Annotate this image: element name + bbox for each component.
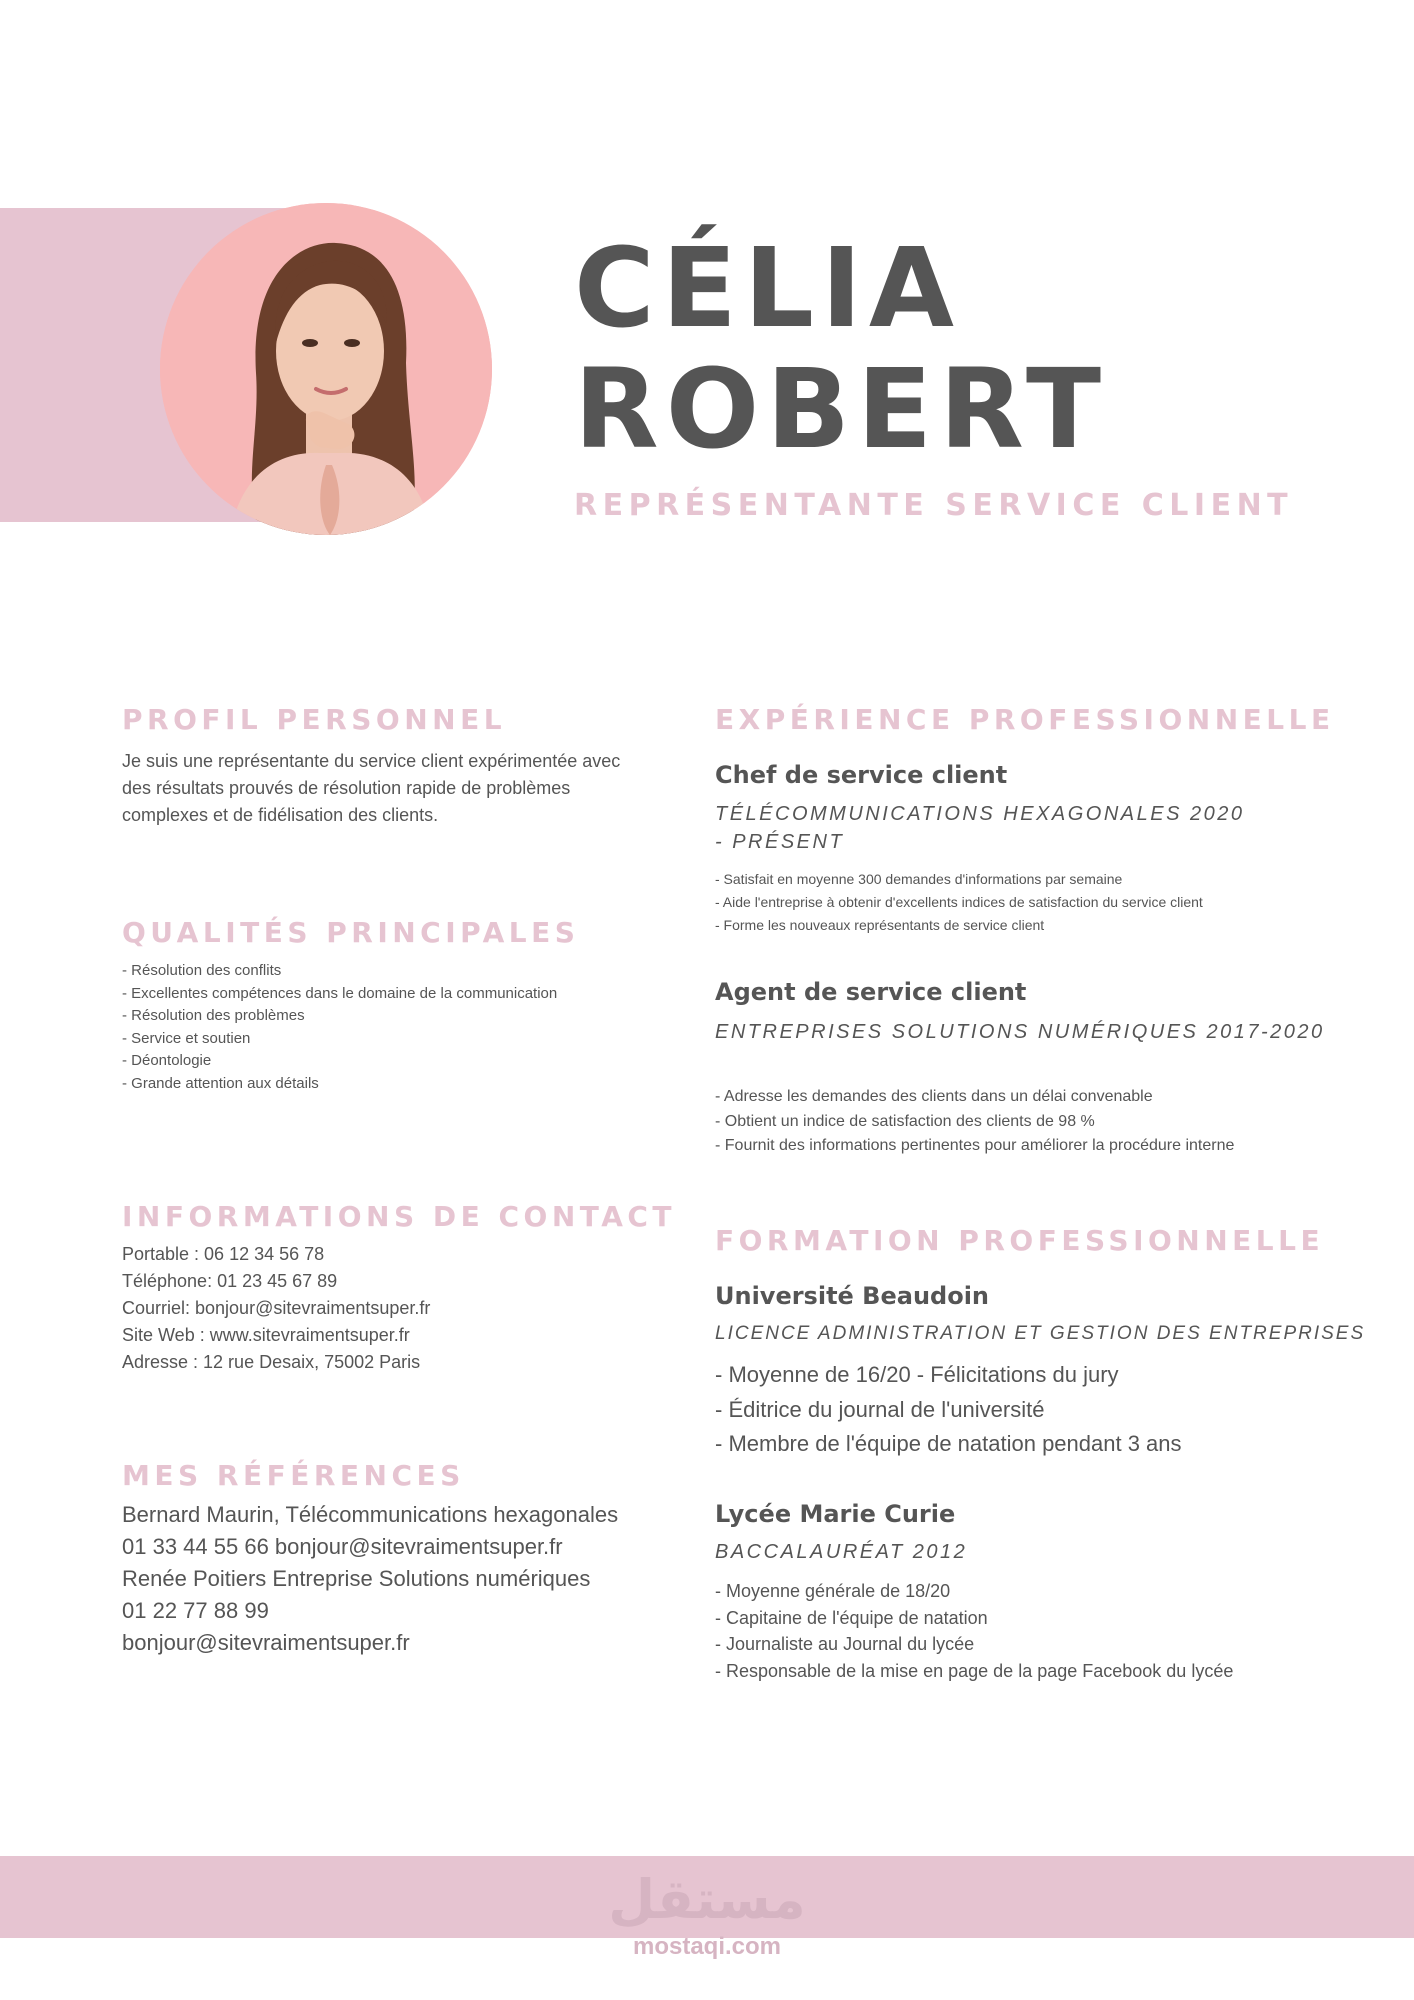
school-details-2 bbox=[715, 1578, 1233, 1684]
contact-list bbox=[122, 1241, 430, 1376]
qualities-heading: QUALITÉS PRINCIPALES bbox=[122, 916, 580, 949]
list-item: - Fournit des informations pertinentes pour améliorer la procédure interne bbox=[715, 1137, 1235, 1154]
profile-heading: PROFIL PERSONNEL bbox=[122, 703, 507, 736]
list-item: - Membre de l'équipe de natation pendant 3 ans bbox=[715, 1431, 1182, 1456]
school-details-1 bbox=[715, 1358, 1182, 1462]
contact-mobile: Portable : 06 12 34 56 78 bbox=[122, 1244, 325, 1264]
watermark-arabic: مستقل bbox=[608, 1868, 806, 1931]
portrait-illustration bbox=[160, 203, 492, 535]
list-item: - Résolution des conflits bbox=[122, 962, 282, 979]
first-name: CÉLIA bbox=[574, 224, 962, 352]
job-duties-1 bbox=[715, 868, 1203, 937]
list-item: - Capitaine de l'équipe de natation bbox=[715, 1607, 988, 1628]
experience-heading: EXPÉRIENCE PROFESSIONNELLE bbox=[715, 703, 1335, 736]
watermark-latin: mostaqi.com bbox=[632, 1933, 782, 1960]
job-company-1: TÉLÉCOMMUNICATIONS HEXAGONALES 2020 - PRÉSENT bbox=[715, 803, 1245, 853]
reference-line: Renée Poitiers Entreprise Solutions numériques bbox=[122, 1566, 591, 1591]
school-degree-1: LICENCE ADMINISTRATION ET GESTION DES ENTREPRISES bbox=[715, 1323, 1366, 1344]
list-item: - Forme les nouveaux représentants de service client bbox=[715, 917, 1045, 933]
list-item: - Excellentes compétences dans le domaine de la communication bbox=[122, 984, 558, 1002]
list-item: - Grande attention aux détails bbox=[122, 1074, 319, 1092]
contact-address: Adresse : 12 rue Desaix, 75002 Paris bbox=[122, 1352, 421, 1372]
education-heading: FORMATION PROFESSIONNELLE bbox=[715, 1224, 1325, 1257]
reference-line: 01 22 77 88 99 bbox=[122, 1598, 269, 1623]
job-title-1: Chef de service client bbox=[715, 761, 1008, 789]
contact-heading: INFORMATIONS DE CONTACT bbox=[122, 1200, 677, 1233]
list-item: - Résolution des problèmes bbox=[122, 1007, 305, 1025]
list-item: - Moyenne générale de 18/20 bbox=[715, 1581, 951, 1601]
job-company-2: ENTREPRISES SOLUTIONS NUMÉRIQUES 2017-2020 bbox=[715, 1021, 1325, 1043]
school-name-1: Université Beaudoin bbox=[715, 1282, 990, 1310]
contact-email: Courriel: bonjour@sitevraimentsuper.fr bbox=[122, 1298, 431, 1318]
reference-line: 01 33 44 55 66 bonjour@sitevraimentsuper.fr bbox=[122, 1534, 563, 1559]
profile-photo bbox=[160, 203, 492, 535]
references-heading: MES RÉFÉRENCES bbox=[122, 1459, 465, 1492]
list-item: - Aide l'entreprise à obtenir d'excellents indices de satisfaction du service client bbox=[715, 894, 1203, 910]
contact-phone: Téléphone: 01 23 45 67 89 bbox=[122, 1271, 338, 1291]
last-name: ROBERT bbox=[574, 345, 1108, 473]
references-list bbox=[122, 1499, 618, 1659]
list-item: - Moyenne de 16/20 - Félicitations du jury bbox=[715, 1362, 1119, 1387]
list-item: - Obtient un indice de satisfaction des clients de 98 % bbox=[715, 1112, 1095, 1130]
reference-line: Bernard Maurin, Télécommunications hexagonales bbox=[122, 1502, 619, 1527]
list-item: - Journaliste au Journal du lycée bbox=[715, 1634, 975, 1654]
list-item: - Déontologie bbox=[122, 1052, 212, 1070]
job-title-2: Agent de service client bbox=[715, 978, 1027, 1006]
school-name-2: Lycée Marie Curie bbox=[715, 1500, 956, 1528]
job-duties-2 bbox=[715, 1085, 1234, 1159]
list-item: - Responsable de la mise en page de la page Facebook du lycée bbox=[715, 1660, 1234, 1681]
job-title: REPRÉSENTANTE SERVICE CLIENT bbox=[574, 488, 1294, 523]
qualities-list bbox=[122, 960, 557, 1096]
contact-website: Site Web : www.sitevraimentsuper.fr bbox=[122, 1325, 410, 1345]
profile-text: Je suis une représentante du service client expérimentée avec des résultats prouvés de résolution rapide de problèmes complexes et de fidélisation des clients. bbox=[122, 751, 621, 825]
list-item: - Satisfait en moyenne 300 demandes d'informations par semaine bbox=[715, 871, 1123, 887]
reference-line: bonjour@sitevraimentsuper.fr bbox=[122, 1630, 410, 1655]
list-item: - Service et soutien bbox=[122, 1029, 251, 1047]
list-item: - Adresse les demandes des clients dans un délai convenable bbox=[715, 1088, 1153, 1105]
list-item: - Éditrice du journal de l'université bbox=[715, 1396, 1045, 1422]
school-degree-2: BACCALAURÉAT 2012 bbox=[715, 1541, 968, 1563]
